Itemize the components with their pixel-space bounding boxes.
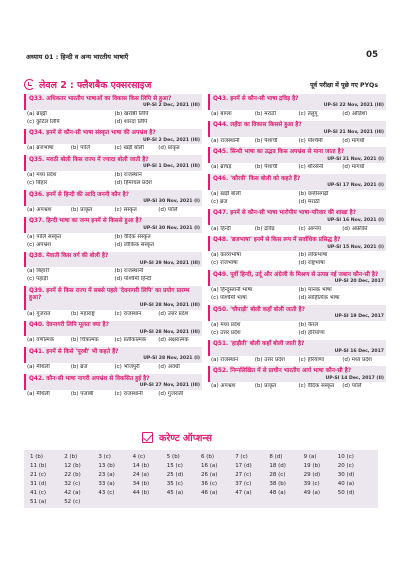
option-item: (c) आग्नेय [298,225,321,232]
options-list [24,206,202,215]
answer-cell: 49 (a) [303,490,321,496]
option-item: (d) अफ्रीकी [342,225,368,232]
option-item: (a) मध्य प्रदेश [211,321,241,328]
option-item: (c) प्रतीकात्मक [114,337,146,344]
question-item [24,321,202,346]
options-list [24,171,202,188]
page-header [26,52,378,64]
option-item: (a) राजस्थानी [211,137,240,144]
question-source: UP-SI 20 Dec, 2017 [334,279,384,285]
question-bar [24,252,202,268]
option-item: (c) बिहार [27,180,48,187]
option-item: (b) मानक भाषा [298,287,332,294]
option-item: (c) पश्चिमी भाषा [211,295,247,302]
answer-cell: 5 (b) [166,454,180,460]
option-item: (a) हिन्दी [211,225,231,232]
question-text: Q40. देवनागरी लिपि मूलतः क्या है? [29,322,109,329]
answer-cell: 30 (d) [337,472,355,478]
question-source: UP-SI 22 Nov, 2021 (III) [323,103,384,109]
option-item: (d) प्राकृत [158,145,180,152]
option-item: (c) भोजपुरी [114,364,140,371]
answer-cell: 23 (a) [98,472,115,478]
pyq-note: पूर्व परीक्षा में पूछे गए PYQs [310,82,378,89]
options-list [208,110,386,119]
option-item: (b) प्राकृत [254,383,277,390]
question-bar [24,286,202,309]
option-item: (a) गुजरात [27,310,51,317]
question-bar [24,129,202,145]
answer-cell: 8 (d) [269,454,283,460]
answer-cell: 21 (c) [30,472,47,478]
answer-cell: 48 (a) [269,490,286,496]
answer-cell: 11 (b) [30,463,47,469]
options-list [24,110,202,127]
answer-cell: 29 (d) [303,472,321,478]
question-bar [24,190,202,206]
option-item: (a) खड़ी बोली [211,190,241,197]
option-item: (d) ओडिशा [342,110,367,117]
question-bar [208,209,386,225]
answer-cell: 1 (b) [30,454,44,460]
options-list [208,356,386,365]
question-item [24,252,202,285]
answer-cell: 7 (c) [235,454,248,460]
question-source: UP-SI 29 Nov, 2021 (III) [139,260,200,266]
options-list [24,233,202,250]
answer-cell: 35 (c) [166,481,183,487]
option-item: (d) पश्चिमी हिन्दी [114,276,152,283]
page-number: 05 [366,50,378,60]
question-text: Q45. सिन्धी भाषा का उद्भव किस अपभ्रंश से माना जाता है? [213,148,345,155]
answer-cell: 14 (b) [132,463,150,469]
answer-cell: 31 (d) [30,481,47,487]
option-item: (a) मैथिली [27,390,50,397]
answer-row [30,498,372,507]
question-text: Q43. इनमें से कौन-सी भाषा द्रविड़ है? [213,95,299,102]
question-text: Q52. निम्नलिखित में से प्राचीन भारतीय आर्य भाषा कौन-सी है? [213,367,352,374]
question-source: UP-SI 28 Nov, 2021 (I) [143,356,200,362]
option-item: (b) राजस्थानी [114,268,144,275]
options-list [208,382,386,391]
question-item [24,347,202,372]
answer-cell: 40 (a) [337,481,355,487]
answer-row [30,453,372,462]
question-text: Q38. मेवाती किस वर्ग की बोली है? [29,253,109,260]
answer-cell: 24 (a) [132,472,150,478]
option-item: (b) लोकभाषा [298,252,328,259]
level-title: लेवल 2 : फ्लैशबैक एक्सरसाइज [39,80,152,91]
answer-cell: 42 (a) [64,490,81,496]
option-item: (d) हिमाचल प्रदेश [114,180,152,187]
question-bar [24,347,202,363]
answer-cell: 51 (a) [30,499,47,505]
question-bar [208,270,386,286]
question-item [24,374,202,399]
answer-cell: 39 (c) [303,481,320,487]
question-source: UP-SI 19 Dec, 2017 [334,314,384,320]
question-source: UP-SI 15 Nov, 2021 (I) [327,244,384,250]
answer-cell: 9 (a) [303,454,317,460]
option-item: (a) काव्यभाषा [211,252,242,259]
question-text: Q33. अधिकतर भारतीय भाषाओं का विकास किस लिपि से हुआ? [29,95,172,102]
question-text: Q36. इनमें से हिन्दी की आदि जननी कौन है? [29,191,130,198]
option-item: (c) संस्कृत [114,206,137,213]
question-item [24,217,202,250]
options-list [24,336,202,345]
options-list [24,310,202,319]
options-list [24,363,202,372]
question-text: Q51. 'हाड़ौती' बोली कहाँ बोली जाती है? [213,341,305,348]
answer-cell: 52 (c) [64,499,81,505]
option-item: (b) चित्रात्मक [70,337,99,344]
question-bar [24,217,202,233]
option-item: (d) लौकिक संस्कृत [114,241,155,248]
answer-cell: 12 (b) [64,463,81,469]
option-item: (c) हरियाणा [298,356,325,363]
answer-cell: 32 (c) [64,481,81,487]
checkbox-icon [142,432,153,443]
question-item [208,94,386,119]
question-source: UP-SI 28 Nov, 2021 (III) [139,302,200,308]
options-list [24,267,202,284]
question-bar [208,236,386,252]
question-item [24,155,202,188]
option-item: (a) हिन्दुस्तानी भाषा [211,287,253,294]
option-item: (b) खरोष्ठी लिपि [114,110,149,117]
option-item: (c) राजस्थान [114,310,142,317]
question-item [208,121,386,146]
question-bar [24,321,202,337]
options-list [208,163,386,172]
question-item [208,305,386,338]
option-item: (a) ब्राह्मी [27,110,47,117]
question-bar [24,374,202,390]
chapter-title: अध्याय 01 : हिन्दी व अन्य भारतीय भाषाएँ [26,53,129,61]
question-item [208,366,386,391]
question-text: Q44. लहँदा का विकास किससे हुआ है? [213,122,302,129]
answers-title: करेण्ट ऑप्शन्स [159,433,212,444]
question-bar [208,340,386,356]
question-bar [208,121,386,137]
question-text: Q41. इनमें से किसे 'पूरबी' भी कहते हैं? [29,348,119,355]
questions-right-column [208,94,386,393]
question-source: UP-SI 2 Dec, 2021 (III) [142,137,200,143]
question-bar [24,155,202,171]
option-item: (b) ब्रज [70,364,88,371]
answer-cell: 16 (a) [201,463,218,469]
option-item: (d) शारदा लिपि [114,118,148,125]
question-text: Q42. कौन-सी भाषा नागरी अपभ्रंश से विकसित हुई है? [29,375,150,382]
answer-cell: 25 (d) [166,472,184,478]
questions-left-column [24,94,202,401]
option-item: (d) मागधी [342,164,365,171]
question-item [208,236,386,269]
option-item: (a) मध्य प्रदेश [27,172,57,179]
answer-cell: 13 (b) [98,463,115,469]
answer-cell: 4 (c) [132,454,146,460]
answer-cell: 27 (c) [235,472,252,478]
answer-cell: 6 (b) [201,454,215,460]
question-source: UP-SI 30 Nov, 2021 (I) [143,225,200,231]
question-source: UP-SI 2 Dec, 2021 (III) [142,103,200,109]
option-item: (a) ब्रजभाषा [27,145,54,152]
question-item [208,340,386,365]
option-item: (b) प्राकृत [70,206,93,213]
option-item: (a) अपभ्रंश [27,206,52,213]
question-source: UP-SI 1 Dec, 2021 (III) [142,164,200,170]
answer-cell: 44 (b) [132,490,150,496]
option-item: (b) छत्तीसगढ़ी [298,190,329,197]
answer-cell: 38 (b) [269,481,286,487]
answer-cell: 19 (b) [303,463,321,469]
question-source: UP-SI 17 Nov, 2021 (I) [327,183,384,189]
question-source: UP-SI 21 Nov, 2021 (III) [323,129,384,135]
refresh-icon [24,79,35,90]
option-item: (a) पालि संस्कृत [27,233,62,240]
option-item: (d) अक्षरात्मक [158,337,189,344]
option-item: (d) पालि [342,383,362,390]
answer-row [30,480,372,489]
options-list [208,137,386,146]
question-text: Q39. इनमें से किस राज्य में सबसे पहले 'देवनागरी लिपि' का प्रयोग प्रारम्भ हुआ? [29,287,190,302]
question-text: Q49. पूर्वी हिन्दी, उर्दू और अंग्रेजी के मिश्रण से उत्पन्न नई जबान कौन-सी है? [213,271,379,278]
answer-key-grid [24,450,378,508]
option-item: (c) राजभाषा [211,260,238,267]
options-list [208,225,386,234]
answer-cell: 10 (c) [337,454,354,460]
option-item: (b) राजस्थान [114,172,142,179]
answer-cell: 45 (a) [166,490,184,496]
option-item: (c) पहाड़ी [27,276,48,283]
option-item: (d) राष्ट्रभाषा [298,260,325,267]
answer-cell: 18 (d) [269,463,286,469]
option-item: (b) द्रविड़ [254,225,275,232]
answer-cell: 26 (a) [201,472,218,478]
option-item: (b) महाराष्ट्र [70,310,95,317]
option-item: (b) पैशाची [254,164,278,171]
option-item: (c) तेलुगू [298,110,318,117]
question-source: UP-SI 14 Dec, 2017 (II) [325,375,384,381]
question-source: UP-SI 30 Nov, 2021 (I) [143,199,200,205]
options-list [208,251,386,268]
option-item: (d) गुजराती [158,390,184,397]
option-item: (d) हरियाणा [298,329,325,336]
answer-cell: 3 (c) [98,454,111,460]
question-bar [208,305,386,321]
question-item [24,94,202,127]
answer-cell: 34 (b) [132,481,150,487]
option-item: (d) उत्तर प्रदेश [158,310,189,317]
options-list [24,390,202,399]
option-item: (d) मराठी [298,198,320,205]
answer-cell: 28 (c) [269,472,286,478]
option-item: (d) पालि [158,206,178,213]
option-item: (c) ब्रज [211,198,228,205]
question-source: UP-SI 16 Nov, 2021 (I) [327,217,384,223]
question-text: Q37. हिन्दी भाषा का जन्म इनमें से किससे हुआ है? [29,218,142,225]
option-item: (b) पालि [70,145,90,152]
question-item [24,190,202,215]
question-bar [208,174,386,190]
answer-cell: 15 (c) [166,463,183,469]
option-item: (b) वैदिक संस्कृत [114,233,151,240]
question-bar [208,147,386,163]
question-source: UP-SI 16 Dec, 2017 [334,348,384,354]
option-item: (a) बिहारी [27,268,49,275]
answer-cell: 37 (c) [235,481,252,487]
option-item: (a) ब्राचड़ [211,164,232,171]
option-item: (d) मध्य प्रदेश [342,356,372,363]
answer-row [30,462,372,471]
question-text: Q48. 'ब्रजभाषा' इनमें से किस रूप में सर्वाधिक प्रसिद्ध है? [213,237,341,244]
answer-row [30,489,372,498]
question-bar [208,366,386,382]
question-source: UP-SI 21 Nov, 2021 (I) [327,156,384,162]
option-item: (d) अवधी [158,364,180,371]
question-bar [208,94,386,110]
question-item [208,147,386,172]
options-list [208,321,386,338]
question-item [208,209,386,234]
answer-row [30,471,372,480]
question-text: Q35. मराठी बोली किस राज्य में ज्यादा बोली जाती है? [29,156,149,163]
answer-cell: 41 (c) [30,490,47,496]
question-bar [24,94,202,110]
question-item [208,174,386,207]
option-item: (a) वर्णात्मक [27,337,54,344]
options-list [208,286,386,303]
answer-cell: 20 (c) [337,463,354,469]
answer-cell: 33 (a) [98,481,115,487]
question-source: UP-SI 28 Nov, 2021 (III) [139,329,200,335]
question-item [208,270,386,303]
option-item: (c) वैदिक संस्कृत [298,383,335,390]
question-text: Q47. इनमें से कौन-सी भाषा भारोपीय भाषा-परिवार की शाखा है? [213,210,357,217]
answer-cell: 50 (d) [337,490,355,496]
answer-cell: 36 (c) [201,481,218,487]
option-item: (d) मागधी [342,137,365,144]
option-item: (c) पश्चिमी [298,137,323,144]
question-source: UP-SI 27 Nov, 2021 (III) [139,383,200,389]
answer-cell: 22 (b) [64,472,81,478]
answer-cell: 2 (b) [64,454,78,460]
option-item: (b) उत्तर प्रदेश [254,356,285,363]
option-item: (c) उत्तर प्रदेश [211,329,241,336]
question-text: Q50. 'चौपाड़ी' बोली कहाँ बोली जाती है? [213,306,306,313]
option-item: (b) पैशाची [254,137,278,144]
option-item: (c) राजस्थानी [114,390,143,397]
option-item: (c) खड़ी बोली [114,145,144,152]
answer-cell: 43 (c) [98,490,115,496]
options-list [208,190,386,207]
option-item: (b) पंजाबी [70,390,94,397]
answer-cell: 47 (a) [235,490,252,496]
question-text: Q34. इनमें से कौन-सी भाषा संस्कृत भाषा की अपभ्रंश है? [29,130,156,137]
option-item: (d) साहित्यिक भाषा [298,295,340,302]
option-item: (c) अपभ्रंश [27,241,51,248]
option-item: (c) कुटिल लिपि [27,118,60,125]
option-item: (c) शौरसेनी [298,164,324,171]
option-item: (a) अपभ्रंश [211,383,236,390]
answer-cell: 46 (a) [201,490,218,496]
option-item: (a) राजस्थान [211,356,239,363]
option-item: (a) बांग्ला [211,110,232,117]
options-list [24,144,202,153]
answer-cell: 17 (d) [235,463,252,469]
option-item: (b) मराठी [254,110,276,117]
question-text: Q46. 'कौरवी' किस बोली को कहते हैं? [213,175,301,182]
question-item [24,129,202,154]
option-item: (a) मैथिली [27,364,50,371]
question-item [24,286,202,318]
option-item: (b) केरल [298,321,319,328]
